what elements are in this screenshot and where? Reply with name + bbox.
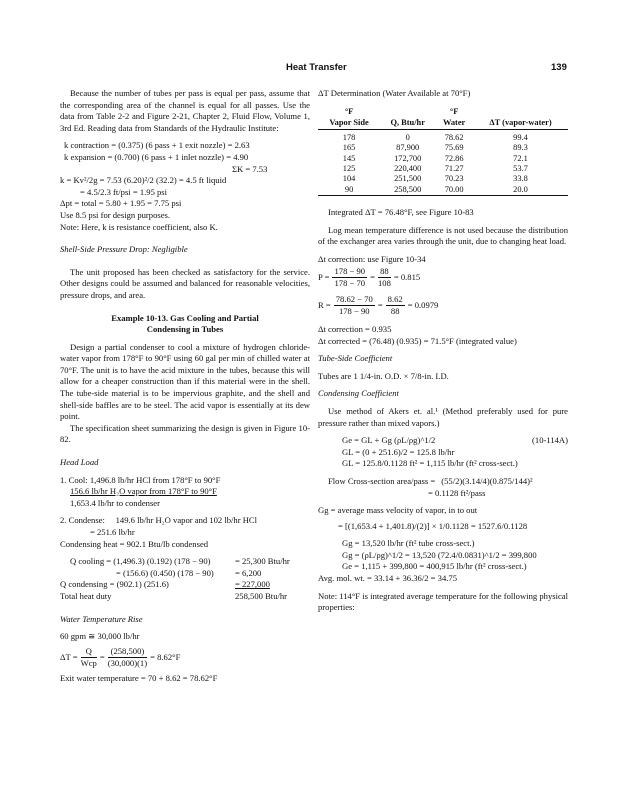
cool-line2: 156.6 lb/hr H₂O vapor from 178°F to 90°F xyxy=(70,486,217,497)
resistance-note: Note: Here, k is resistance coefficient, also K. xyxy=(60,221,218,232)
condense-line1: 2. Condense: 149.6 lb/hr H₂O vapor and 102 lb/hr HCl xyxy=(60,515,258,526)
delta-p-total: Δpt = total = 5.80 + 1.95 = 7.75 psi xyxy=(60,198,182,209)
gpm-line: 60 gpm ≅ 30,000 lb/hr xyxy=(60,631,140,642)
spec-sheet-paragraph: The specification sheet summarizing the design is given in Figure 10-82. xyxy=(60,422,310,445)
table-row: 178 0 78.62 99.4 xyxy=(342,132,528,142)
log-mean-paragraph: Log mean temperature difference is not used because the distribution of the exchanger area varies through the unit, due to changing heat load. xyxy=(318,224,568,247)
example-title-line2: Condensing in Tubes xyxy=(146,324,224,335)
dt-determination: ΔT Determination (Water Available at 70°F) xyxy=(318,88,471,98)
q-cooling-row2: = (156.6) (0.450) (178 − 90) = 6,200 xyxy=(116,567,262,578)
k-contraction: k contraction = (0.375) (6 pass + 1 exit nozzle) = 2.63 xyxy=(64,140,250,151)
total-duty-row: Total heat duty 258,500 Btu/hr xyxy=(60,590,288,601)
cool-line1: 1. Cool: 1,496.8 lb/hr HCl from 178°F to 90°F xyxy=(60,474,221,485)
tube-side-heading: Tube-Side Coefficient xyxy=(318,353,393,364)
q-condensing-row: Q condensing = (902.1) (251.6) = 227,000 xyxy=(60,579,270,590)
th-unit-2 xyxy=(380,106,435,118)
gg-line2: Gg = (ρL/ρg)^1/2 = 13,520 (72.4/0.0831)^1/2 = 399,800 xyxy=(342,549,537,560)
example-title-line1: Example 10-13. Gas Cooling and Partial xyxy=(111,312,259,323)
akers-paragraph: Use method of Akers et. al.¹ (Method preferably used for pure pressure rather than mixed vapors.) xyxy=(318,405,568,428)
ge-equation: Ge = GL + Gg (ρL/ρg)^1/2 (10-114A) xyxy=(342,435,568,446)
page-number: 139 xyxy=(551,62,567,73)
running-header: Heat Transfer xyxy=(286,62,347,73)
th-unit-4 xyxy=(473,106,568,118)
cool-line3: 1,653.4 lb/hr to condenser xyxy=(70,497,160,508)
design-paragraph: Design a partial condenser to cool a mixture of hydrogen chloride-water vapor from 178°F to 90°F using 60 gal per min of chilled water at 70°F. The unit is to have the acid mixture in the tubes, because this will allow for a cheaper construction than if this material were in the shell. The tube-side material is to be impervious graphite, and the shell and shell-side baffles are to be steel. The acid vapor is essentially at its dew point. xyxy=(60,341,310,422)
table-row: 165 87,900 75.69 89.3 xyxy=(342,143,528,153)
intro-paragraph: Because the number of tubes per pass is equal per pass, assume that the corresponding area of the channel is equal for all passes. Use the data from Table 2-2 and Figure 2-21, Chapter 2, Fluid Flow, Volume 1, 3rd Ed. Reading data from Standards of the Hydraulic Institute: xyxy=(60,88,310,133)
condensing-heading: Condensing Coefficient xyxy=(318,388,399,399)
condense-line2: = 251.6 lb/hr xyxy=(90,527,135,537)
k-psi: = 4.5/2.3 ft/psi = 1.95 psi xyxy=(80,186,168,197)
th-unit-1: °F xyxy=(344,106,354,116)
th-unit-3: °F xyxy=(449,106,459,116)
right-column xyxy=(318,88,568,614)
gg-line1: Gg = 13,520 lb/hr (ft² tube cross-sect.) xyxy=(342,538,475,549)
temperature-table xyxy=(318,106,568,197)
proposed-unit-paragraph: The unit proposed has been checked as satisfactory for the service. Other designs could be assumed and balanced for reasonable velocities, pressure drops, and area. xyxy=(60,266,310,300)
dt-correction-heading: Δt correction: use Figure 10-34 xyxy=(318,254,426,264)
gl-line2: GL = 125.8/0.1128 ft² = 1,115 lb/hr (ft² cross-sect.) xyxy=(342,458,518,469)
heat-load-heading: Head Load xyxy=(60,457,99,468)
shell-side-heading: Shell-Side Pressure Drop: Negligible xyxy=(60,244,188,255)
table-row: 90 258,500 70.00 20.0 xyxy=(318,185,568,196)
footnote-114f: Note: 114°F is integrated average temperature for the following physical properties: xyxy=(318,590,568,613)
dt-correction-value: Δt correction = 0.935 xyxy=(318,323,392,334)
th-dt: ΔT (vapor-water) xyxy=(489,118,552,128)
flow-area-value: = 0.1128 ft²/pass xyxy=(428,487,486,498)
p-equation: P = $\frac{178 - 90}{178 - 70}$ = $\frac{88}{108}$ = 0.815 xyxy=(318,265,421,289)
q-cooling-row: Q cooling = (1,496.3) (0.192) (178 − 90) = 25,300 Btu/hr xyxy=(70,556,290,567)
gg-definition: Gg = average mass velocity of vapor, in to out xyxy=(318,505,478,516)
th-vapor: Vapor Side xyxy=(329,118,369,128)
flow-area-expression: (55/2)(3.14/4)(0.875/144)² xyxy=(441,475,533,486)
th-q: Q, Btu/hr xyxy=(390,118,425,128)
dt-corrected: Δt corrected = (76.48) (0.935) = 71.5°F (integrated value) xyxy=(318,335,517,346)
table-row: 104 251,500 70.23 33.8 xyxy=(342,174,528,184)
gl-line1: GL = (0 + 251.6)/2 = 125.8 lb/hr xyxy=(342,446,455,457)
table-row: 145 172,700 72.86 72.1 xyxy=(342,153,528,163)
left-column xyxy=(60,88,310,685)
integrated-dt: Integrated ΔT = 76.48°F, see Figure 10-83 xyxy=(328,207,474,218)
flow-area-equation: Flow Cross-section area/pass = (55/2)(3.14/4)(0.875/144)² xyxy=(328,475,533,486)
design-psi: Use 8.5 psi for design purposes. xyxy=(60,209,171,220)
tube-dimensions: Tubes are 1 1/4-in. O.D. × 7/8-in. I.D. xyxy=(318,370,449,381)
th-water: Water xyxy=(442,118,466,128)
sum-k: ΣK = 7.53 xyxy=(232,163,268,174)
k-expansion: k expansion = (0.700) (6 pass + 1 inlet nozzle) = 4.90 xyxy=(64,151,249,162)
r-equation: R = $\frac{78.62 - 70}{178 - 90}$ = $\frac{8.62}{88}$ = 0.0979 xyxy=(318,293,439,317)
table-row: 125 220,400 71.27 53.7 xyxy=(342,164,528,173)
ge-line: Ge = 1,115 + 399,800 = 400,915 lb/hr (ft² cross-sect.) xyxy=(342,561,527,572)
k-liquid: k = Kv²/2g = 7.53 (6.20)²/2 (32.2) = 4.5 ft liquid xyxy=(60,175,227,186)
water-rise-heading: Water Temperature Rise xyxy=(60,613,143,624)
exit-water-temp: Exit water temperature = 70 + 8.62 = 78.62°F xyxy=(60,672,218,683)
gg-expression: = [(1,653.4 + 1,401.8)/(2)] × 1/0.1128 = 1527.6/0.1128 xyxy=(338,520,528,531)
condensing-heat: Condensing heat = 902.1 Btu/lb condensed xyxy=(60,538,209,549)
avg-mol-wt: Avg. mol. wt. = 33.14 + 36.36/2 = 34.75 xyxy=(318,573,457,584)
delta-t-equation: ΔT = $\frac{Q}{\text{Wcp}}$ = $\frac{(258,500)}{(30,000)(1)}$ = 8.62°F xyxy=(60,645,181,669)
